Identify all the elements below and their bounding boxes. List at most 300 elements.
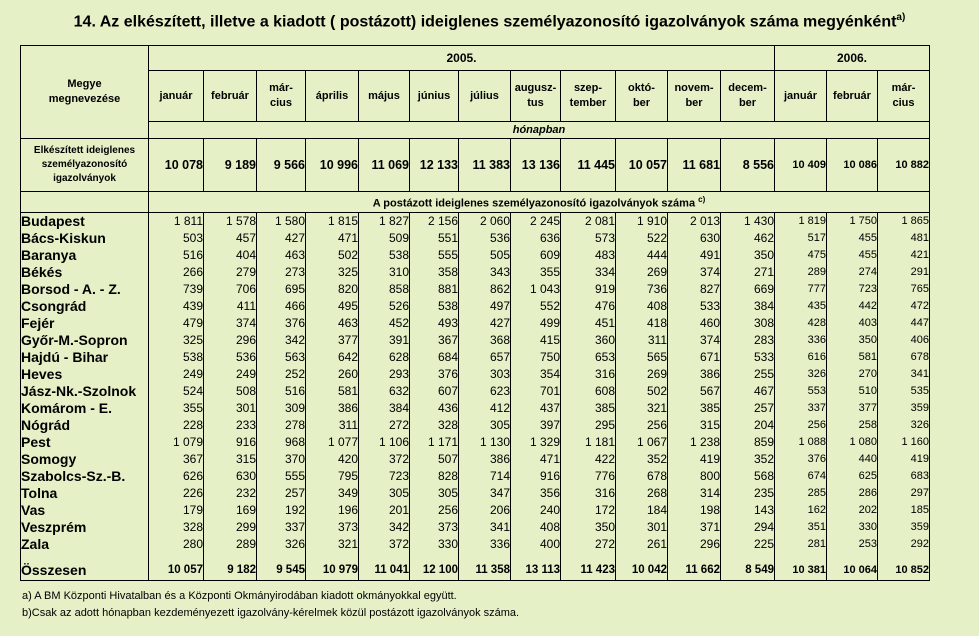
month-header-2005-2 bbox=[204, 71, 257, 122]
title-text: 14. Az elkészített, illetve a kiadott ( postázott) ideiglenes személyazonosító igazolványok száma megyénként bbox=[73, 13, 897, 31]
county-value: 522 bbox=[616, 230, 668, 247]
county-value: 350 bbox=[561, 519, 616, 536]
total-value: 10 064 bbox=[827, 561, 878, 581]
county-value: 427 bbox=[257, 230, 306, 247]
made-value: 11 445 bbox=[561, 139, 616, 192]
month-line2: ber bbox=[632, 97, 651, 109]
county-value: 374 bbox=[668, 264, 721, 281]
county-value: 440 bbox=[827, 451, 878, 468]
month-line2: ber bbox=[685, 97, 703, 109]
county-value: 466 bbox=[257, 298, 306, 315]
county-value: 462 bbox=[721, 230, 775, 247]
month-header-2005-8 bbox=[511, 71, 561, 122]
county-value: 301 bbox=[616, 519, 668, 536]
county-value: 252 bbox=[257, 366, 306, 383]
county-value: 1 578 bbox=[204, 212, 257, 230]
table-row bbox=[21, 281, 930, 298]
spacer-cell bbox=[775, 553, 827, 561]
county-value: 455 bbox=[827, 247, 878, 264]
month-header-2006-1 bbox=[775, 71, 827, 122]
county-value: 862 bbox=[459, 281, 511, 298]
county-value: 270 bbox=[827, 366, 878, 383]
county-value: 442 bbox=[827, 298, 878, 315]
county-value: 374 bbox=[204, 315, 257, 332]
county-value: 567 bbox=[668, 383, 721, 400]
county-value: 495 bbox=[306, 298, 359, 315]
county-value: 714 bbox=[459, 468, 511, 485]
total-value: 11 662 bbox=[668, 561, 721, 581]
made-value: 10 996 bbox=[306, 139, 359, 192]
county-value: 524 bbox=[149, 383, 204, 400]
county-value: 297 bbox=[878, 485, 930, 502]
county-value: 293 bbox=[359, 366, 410, 383]
county-value: 325 bbox=[149, 332, 204, 349]
total-value: 9 545 bbox=[257, 561, 306, 581]
county-name: Tolna bbox=[21, 485, 149, 502]
month-header-2005-7 bbox=[459, 71, 511, 122]
county-name: Hajdú - Bihar bbox=[21, 349, 149, 366]
county-value: 427 bbox=[459, 315, 511, 332]
county-value: 371 bbox=[668, 519, 721, 536]
made-label-line: igazolványok bbox=[53, 173, 116, 184]
county-value: 266 bbox=[149, 264, 204, 281]
month-line2: tember bbox=[569, 97, 607, 109]
year-2006-header: 2006. bbox=[775, 46, 930, 71]
spacer-cell bbox=[616, 553, 668, 561]
county-value: 260 bbox=[306, 366, 359, 383]
county-value: 258 bbox=[827, 417, 878, 434]
county-value: 256 bbox=[616, 417, 668, 434]
county-value: 412 bbox=[459, 400, 511, 417]
county-value: 479 bbox=[149, 315, 204, 332]
month-header-2006-2 bbox=[827, 71, 878, 122]
county-value: 447 bbox=[878, 315, 930, 332]
county-value: 204 bbox=[721, 417, 775, 434]
county-value: 428 bbox=[775, 315, 827, 332]
total-value: 10 042 bbox=[616, 561, 668, 581]
month-header-2005-10 bbox=[616, 71, 668, 122]
total-value: 10 057 bbox=[149, 561, 204, 581]
table-row bbox=[21, 332, 930, 349]
table-row bbox=[21, 366, 930, 383]
county-value: 859 bbox=[721, 434, 775, 451]
county-value: 526 bbox=[359, 298, 410, 315]
month-line1: szep- bbox=[573, 82, 603, 94]
county-value: 336 bbox=[775, 332, 827, 349]
county-value: 439 bbox=[149, 298, 204, 315]
table-row bbox=[21, 519, 930, 536]
made-label-line: Elkészített ideiglenes bbox=[33, 145, 136, 156]
county-value: 503 bbox=[149, 230, 204, 247]
county-value: 374 bbox=[668, 332, 721, 349]
spacer-cell bbox=[306, 553, 359, 561]
county-value: 301 bbox=[204, 400, 257, 417]
county-value: 303 bbox=[459, 366, 511, 383]
posted-header-footnote-mark: c) bbox=[698, 195, 706, 204]
county-value: 1 160 bbox=[878, 434, 930, 451]
county-header-line1: Megye bbox=[67, 78, 102, 90]
county-value: 481 bbox=[878, 230, 930, 247]
county-value: 268 bbox=[616, 485, 668, 502]
table-row bbox=[21, 434, 930, 451]
county-value: 310 bbox=[359, 264, 410, 281]
county-value: 291 bbox=[878, 264, 930, 281]
county-value: 628 bbox=[359, 349, 410, 366]
county-value: 285 bbox=[775, 485, 827, 502]
county-value: 373 bbox=[306, 519, 359, 536]
county-value: 1 130 bbox=[459, 434, 511, 451]
county-value: 565 bbox=[616, 349, 668, 366]
county-value: 516 bbox=[149, 247, 204, 264]
county-value: 341 bbox=[459, 519, 511, 536]
county-value: 701 bbox=[511, 383, 561, 400]
county-value: 343 bbox=[459, 264, 511, 281]
county-value: 315 bbox=[668, 417, 721, 434]
month-line2: tus bbox=[527, 97, 544, 109]
county-value: 616 bbox=[775, 349, 827, 366]
county-value: 206 bbox=[459, 502, 511, 519]
county-value: 321 bbox=[616, 400, 668, 417]
county-value: 418 bbox=[616, 315, 668, 332]
county-value: 391 bbox=[359, 332, 410, 349]
table-row bbox=[21, 349, 930, 366]
county-value: 261 bbox=[616, 536, 668, 553]
county-value: 386 bbox=[668, 366, 721, 383]
county-value: 467 bbox=[721, 383, 775, 400]
county-value: 739 bbox=[149, 281, 204, 298]
county-value: 403 bbox=[827, 315, 878, 332]
county-value: 202 bbox=[827, 502, 878, 519]
county-value: 384 bbox=[721, 298, 775, 315]
county-value: 385 bbox=[668, 400, 721, 417]
county-value: 330 bbox=[827, 519, 878, 536]
footnote-a: a) A BM Központi Hivatalban és a Központi Okmányirodában kiadott okmányokkal együtt. bbox=[22, 590, 457, 602]
month-line1: január bbox=[783, 89, 817, 102]
county-value: 370 bbox=[257, 451, 306, 468]
table-row bbox=[21, 502, 930, 519]
county-value: 1 811 bbox=[149, 212, 204, 230]
county-value: 404 bbox=[204, 247, 257, 264]
county-value: 305 bbox=[359, 485, 410, 502]
county-value: 235 bbox=[721, 485, 775, 502]
county-value: 316 bbox=[561, 485, 616, 502]
county-value: 422 bbox=[561, 451, 616, 468]
county-value: 358 bbox=[410, 264, 459, 281]
month-header-2005-6 bbox=[410, 71, 459, 122]
county-value: 678 bbox=[878, 349, 930, 366]
county-value: 436 bbox=[410, 400, 459, 417]
county-value: 419 bbox=[668, 451, 721, 468]
county-value: 330 bbox=[410, 536, 459, 553]
county-value: 608 bbox=[561, 383, 616, 400]
county-value: 736 bbox=[616, 281, 668, 298]
county-value: 642 bbox=[306, 349, 359, 366]
county-value: 337 bbox=[257, 519, 306, 536]
county-value: 253 bbox=[827, 536, 878, 553]
county-value: 311 bbox=[306, 417, 359, 434]
county-value: 684 bbox=[410, 349, 459, 366]
county-value: 386 bbox=[306, 400, 359, 417]
county-name: Budapest bbox=[21, 212, 149, 230]
county-value: 351 bbox=[775, 519, 827, 536]
county-value: 451 bbox=[561, 315, 616, 332]
county-value: 795 bbox=[306, 468, 359, 485]
county-value: 192 bbox=[257, 502, 306, 519]
made-value: 11 681 bbox=[668, 139, 721, 192]
month-header-2005-11 bbox=[668, 71, 721, 122]
county-value: 367 bbox=[149, 451, 204, 468]
county-value: 533 bbox=[668, 298, 721, 315]
made-value: 10 057 bbox=[616, 139, 668, 192]
county-value: 502 bbox=[616, 383, 668, 400]
county-value: 1 238 bbox=[668, 434, 721, 451]
county-value: 678 bbox=[616, 468, 668, 485]
county-value: 507 bbox=[410, 451, 459, 468]
made-value: 10 086 bbox=[827, 139, 878, 192]
county-value: 328 bbox=[410, 417, 459, 434]
county-value: 271 bbox=[721, 264, 775, 281]
county-value: 881 bbox=[410, 281, 459, 298]
county-value: 296 bbox=[668, 536, 721, 553]
county-value: 299 bbox=[204, 519, 257, 536]
county-value: 568 bbox=[721, 468, 775, 485]
county-value: 491 bbox=[668, 247, 721, 264]
county-value: 1 043 bbox=[511, 281, 561, 298]
county-value: 538 bbox=[410, 298, 459, 315]
county-value: 397 bbox=[511, 417, 561, 434]
made-value: 11 069 bbox=[359, 139, 410, 192]
spacer-cell bbox=[410, 553, 459, 561]
county-value: 316 bbox=[561, 366, 616, 383]
table-row bbox=[21, 485, 930, 502]
county-value: 350 bbox=[827, 332, 878, 349]
county-value: 723 bbox=[827, 281, 878, 298]
month-line1: május bbox=[368, 89, 400, 102]
county-value: 419 bbox=[878, 451, 930, 468]
county-value: 555 bbox=[410, 247, 459, 264]
county-value: 472 bbox=[878, 298, 930, 315]
made-value: 13 136 bbox=[511, 139, 561, 192]
county-value: 226 bbox=[149, 485, 204, 502]
county-value: 354 bbox=[511, 366, 561, 383]
county-value: 626 bbox=[149, 468, 204, 485]
month-line1: április bbox=[315, 89, 349, 102]
county-value: 483 bbox=[561, 247, 616, 264]
county-value: 337 bbox=[775, 400, 827, 417]
county-value: 169 bbox=[204, 502, 257, 519]
made-row-label bbox=[21, 139, 149, 192]
county-value: 272 bbox=[359, 417, 410, 434]
county-value: 347 bbox=[459, 485, 511, 502]
month-line1: októ- bbox=[628, 82, 655, 94]
county-value: 255 bbox=[721, 366, 775, 383]
total-value: 11 423 bbox=[561, 561, 616, 581]
table-row bbox=[21, 536, 930, 553]
county-header bbox=[21, 46, 149, 139]
county-value: 2 081 bbox=[561, 212, 616, 230]
county-value: 674 bbox=[775, 468, 827, 485]
blank-cell bbox=[21, 192, 149, 213]
county-value: 305 bbox=[410, 485, 459, 502]
county-value: 695 bbox=[257, 281, 306, 298]
county-value: 555 bbox=[257, 468, 306, 485]
county-value: 653 bbox=[561, 349, 616, 366]
spacer-cell bbox=[561, 553, 616, 561]
county-value: 420 bbox=[306, 451, 359, 468]
county-value: 563 bbox=[257, 349, 306, 366]
county-value: 172 bbox=[561, 502, 616, 519]
county-value: 636 bbox=[511, 230, 561, 247]
county-value: 538 bbox=[359, 247, 410, 264]
county-name: Csongrád bbox=[21, 298, 149, 315]
county-value: 359 bbox=[878, 400, 930, 417]
county-value: 295 bbox=[561, 417, 616, 434]
table-row bbox=[21, 247, 930, 264]
county-value: 341 bbox=[878, 366, 930, 383]
county-name: Baranya bbox=[21, 247, 149, 264]
county-value: 328 bbox=[149, 519, 204, 536]
total-value: 10 852 bbox=[878, 561, 930, 581]
county-value: 1 171 bbox=[410, 434, 459, 451]
table-row bbox=[21, 212, 930, 230]
county-value: 2 245 bbox=[511, 212, 561, 230]
county-value: 1 106 bbox=[359, 434, 410, 451]
county-value: 233 bbox=[204, 417, 257, 434]
county-value: 269 bbox=[616, 366, 668, 383]
table-row bbox=[21, 417, 930, 434]
county-value: 326 bbox=[878, 417, 930, 434]
month-line1: június bbox=[417, 89, 451, 102]
spacer-cell bbox=[668, 553, 721, 561]
county-value: 471 bbox=[306, 230, 359, 247]
county-value: 609 bbox=[511, 247, 561, 264]
county-value: 533 bbox=[721, 349, 775, 366]
county-value: 356 bbox=[511, 485, 561, 502]
county-value: 352 bbox=[616, 451, 668, 468]
spacer-cell bbox=[459, 553, 511, 561]
county-value: 360 bbox=[561, 332, 616, 349]
county-value: 553 bbox=[775, 383, 827, 400]
county-value: 607 bbox=[410, 383, 459, 400]
county-value: 516 bbox=[257, 383, 306, 400]
table-row bbox=[21, 383, 930, 400]
county-value: 463 bbox=[257, 247, 306, 264]
county-value: 286 bbox=[827, 485, 878, 502]
county-value: 444 bbox=[616, 247, 668, 264]
spacer-cell bbox=[149, 553, 204, 561]
county-value: 706 bbox=[204, 281, 257, 298]
month-line1: novem- bbox=[674, 82, 714, 94]
county-value: 256 bbox=[410, 502, 459, 519]
county-value: 377 bbox=[306, 332, 359, 349]
county-value: 916 bbox=[511, 468, 561, 485]
county-value: 421 bbox=[878, 247, 930, 264]
county-value: 355 bbox=[511, 264, 561, 281]
county-value: 1 080 bbox=[827, 434, 878, 451]
county-value: 509 bbox=[359, 230, 410, 247]
table-row bbox=[21, 315, 930, 332]
year-2005-header: 2005. bbox=[149, 46, 775, 71]
county-value: 632 bbox=[359, 383, 410, 400]
county-value: 408 bbox=[511, 519, 561, 536]
county-value: 334 bbox=[561, 264, 616, 281]
month-line1: már- bbox=[891, 82, 916, 94]
county-value: 1 815 bbox=[306, 212, 359, 230]
total-value: 13 113 bbox=[511, 561, 561, 581]
county-value: 460 bbox=[668, 315, 721, 332]
county-value: 1 827 bbox=[359, 212, 410, 230]
county-value: 1 430 bbox=[721, 212, 775, 230]
county-value: 502 bbox=[306, 247, 359, 264]
county-value: 349 bbox=[306, 485, 359, 502]
footnote-b: b)Csak az adott hónapban kezdeményezett igazolvány-kérelmek közül postázott igazolványok száma. bbox=[22, 607, 520, 619]
county-value: 162 bbox=[775, 502, 827, 519]
county-value: 683 bbox=[878, 468, 930, 485]
county-value: 657 bbox=[459, 349, 511, 366]
month-line1: január bbox=[159, 89, 193, 102]
county-name: Jász-Nk.-Szolnok bbox=[21, 383, 149, 400]
county-value: 201 bbox=[359, 502, 410, 519]
made-value: 12 133 bbox=[410, 139, 459, 192]
county-value: 400 bbox=[511, 536, 561, 553]
month-line2: ber bbox=[738, 97, 757, 109]
title-footnote-mark: a) bbox=[896, 12, 906, 23]
county-value: 256 bbox=[775, 417, 827, 434]
county-value: 373 bbox=[410, 519, 459, 536]
county-value: 305 bbox=[459, 417, 511, 434]
county-value: 750 bbox=[511, 349, 561, 366]
county-value: 292 bbox=[878, 536, 930, 553]
month-header-2005-1 bbox=[149, 71, 204, 122]
county-value: 497 bbox=[459, 298, 511, 315]
county-value: 581 bbox=[306, 383, 359, 400]
month-header-2005-4 bbox=[306, 71, 359, 122]
table-row bbox=[21, 298, 930, 315]
spacer-cell bbox=[257, 553, 306, 561]
month-line1: már- bbox=[269, 82, 293, 94]
county-value: 1 077 bbox=[306, 434, 359, 451]
month-line1: február bbox=[211, 89, 249, 102]
posted-header-text: A postázott ideiglenes személyazonosító igazolványok száma bbox=[372, 197, 696, 210]
county-value: 406 bbox=[878, 332, 930, 349]
table-row bbox=[21, 400, 930, 417]
county-value: 623 bbox=[459, 383, 511, 400]
county-value: 505 bbox=[459, 247, 511, 264]
made-value: 10 882 bbox=[878, 139, 930, 192]
total-value: 12 100 bbox=[410, 561, 459, 581]
county-value: 273 bbox=[257, 264, 306, 281]
month-header-2006-3 bbox=[878, 71, 930, 122]
county-value: 269 bbox=[616, 264, 668, 281]
county-value: 777 bbox=[775, 281, 827, 298]
made-value: 9 189 bbox=[204, 139, 257, 192]
spacer-cell bbox=[878, 553, 930, 561]
county-value: 765 bbox=[878, 281, 930, 298]
county-value: 249 bbox=[204, 366, 257, 383]
county-value: 143 bbox=[721, 502, 775, 519]
county-value: 517 bbox=[775, 230, 827, 247]
county-value: 1 088 bbox=[775, 434, 827, 451]
county-value: 1 580 bbox=[257, 212, 306, 230]
spacer-cell bbox=[204, 553, 257, 561]
county-value: 184 bbox=[616, 502, 668, 519]
county-value: 257 bbox=[257, 485, 306, 502]
county-value: 2 156 bbox=[410, 212, 459, 230]
county-value: 342 bbox=[359, 519, 410, 536]
county-name: Fejér bbox=[21, 315, 149, 332]
county-value: 198 bbox=[668, 502, 721, 519]
county-value: 280 bbox=[149, 536, 204, 553]
